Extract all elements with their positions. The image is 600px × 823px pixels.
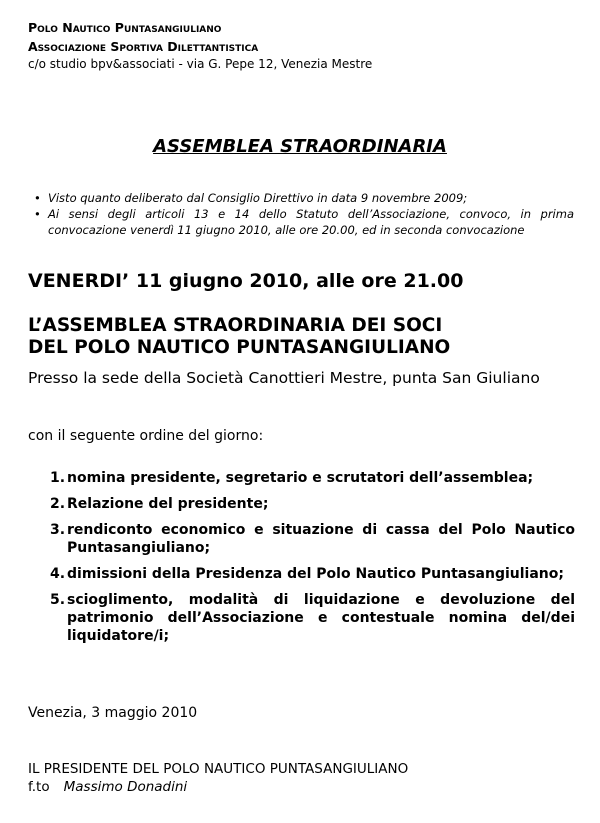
premises-list (34, 190, 574, 238)
agenda-list (50, 469, 575, 653)
document-title: ASSEMBLEA STRAORDINARIA (153, 136, 447, 157)
agenda-text: Relazione del presidente; (67, 496, 269, 512)
agenda-number: 1. (50, 470, 66, 486)
agenda-number: 4. (50, 566, 66, 582)
bullet-icon: • (34, 207, 41, 221)
agenda-text: rendiconto economico e situazione di cassa del Polo Nautico Puntasangiuliano; (67, 522, 575, 556)
signatory-role: IL PRESIDENTE DEL POLO NAUTICO PUNTASANGIULIANO (28, 761, 409, 777)
signer-name: Massimo Donadini (63, 779, 188, 795)
meeting-heading-line2: DEL POLO NAUTICO PUNTASANGIULIANO (28, 337, 451, 358)
org-type: Associazione Sportiva Dilettantistica (28, 39, 259, 54)
premise-item (34, 190, 574, 206)
meeting-heading-line1: L’ASSEMBLEA STRAORDINARIA DEI SOCI (28, 315, 443, 336)
agenda-number: 2. (50, 496, 66, 512)
agenda-item (50, 521, 575, 557)
agenda-number: 3. (50, 522, 66, 538)
signature-line (28, 779, 187, 795)
bullet-icon: • (34, 191, 41, 205)
place-and-date: Venezia, 3 maggio 2010 (28, 705, 198, 721)
meeting-location: Presso la sede della Società Canottieri Mestre, punta San Giuliano (28, 369, 540, 387)
agenda-number: 5. (50, 592, 66, 608)
agenda-intro: con il seguente ordine del giorno: (28, 428, 264, 444)
agenda-text: dimissioni della Presidenza del Polo Nautico Puntasangiuliano; (67, 566, 564, 582)
signature-prefix: f.to (28, 779, 50, 795)
agenda-item (50, 495, 575, 513)
premise-text: Visto quanto deliberato dal Consiglio Direttivo in data 9 novembre 2009; (48, 191, 468, 205)
agenda-text: nomina presidente, segretario e scrutatori dell’assemblea; (67, 470, 534, 486)
agenda-item (50, 469, 575, 487)
org-name: Polo Nautico Puntasangiuliano (28, 20, 222, 35)
premise-item (34, 206, 574, 238)
meeting-datetime: VENERDI’ 11 giugno 2010, alle ore 21.00 (28, 270, 464, 292)
premise-text: Ai sensi degli articoli 13 e 14 dello Statuto dell’Associazione, convoco, in prima convocazione venerdì 11 giugno 2010, alle ore 20.00, ed in seconda convocazione (48, 207, 574, 237)
org-address: c/o studio bpv&associati - via G. Pepe 12, Venezia Mestre (28, 57, 373, 71)
agenda-text: scioglimento, modalità di liquidazione e devoluzione del patrimonio dell’Associazione e contestuale nomina del/dei liquidatore/i; (67, 592, 575, 644)
agenda-item (50, 565, 575, 583)
agenda-item (50, 591, 575, 645)
